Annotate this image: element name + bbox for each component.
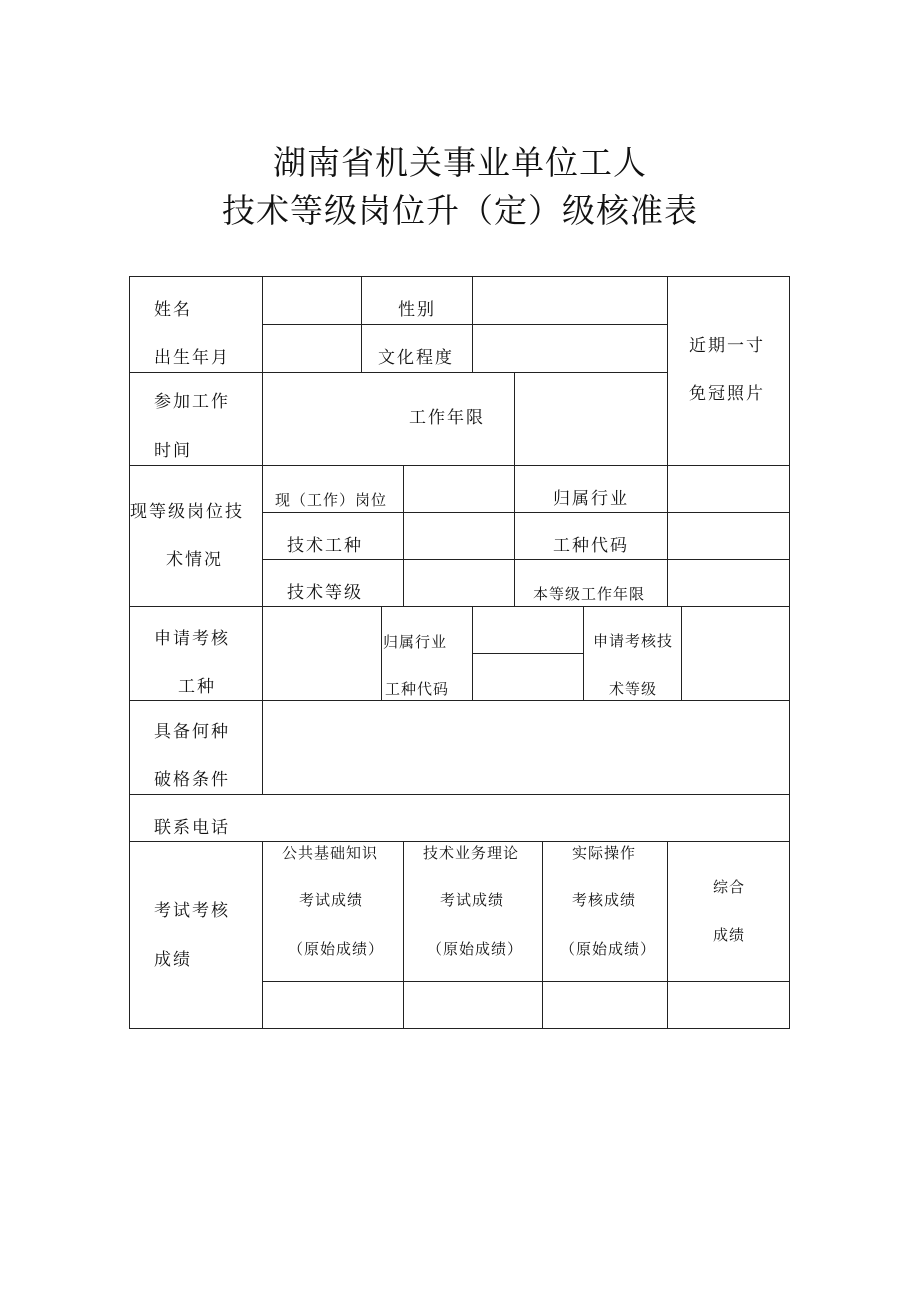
- scores-label-line1: 考试考核: [154, 901, 230, 921]
- type-code-label: 工种代码: [553, 536, 629, 556]
- table-border-top: [129, 276, 790, 277]
- table-border-left: [129, 276, 130, 1029]
- theory-score-header-line2: 考试成绩: [440, 891, 505, 909]
- phone-label: 联系电话: [154, 818, 230, 838]
- row-line: [262, 981, 790, 982]
- col-line: [403, 465, 404, 606]
- apply-level-label-line1: 申请考核技: [593, 632, 674, 650]
- current-level-label-line2: 术情况: [166, 550, 223, 570]
- apply-code-label: 工种代码: [385, 680, 450, 698]
- level-years-label: 本等级工作年限: [533, 585, 646, 603]
- total-score-header-line2: 成绩: [713, 926, 746, 944]
- col-line: [667, 276, 668, 465]
- row-line: [129, 372, 668, 373]
- theory-score-header-line1: 技术业务理论: [423, 844, 520, 862]
- break-conditions-label-line2: 破格条件: [154, 770, 230, 790]
- current-level-label-line1: 现等级岗位技: [130, 502, 244, 522]
- col-line: [262, 841, 263, 1029]
- col-line: [542, 841, 543, 1029]
- col-line: [472, 606, 473, 700]
- photo-placeholder-line1: 近期一寸: [689, 336, 765, 356]
- col-line: [361, 276, 362, 372]
- apply-type-label-line1: 申请考核: [154, 629, 230, 649]
- form-title-line1: 湖南省机关事业单位工人: [273, 143, 647, 182]
- col-line: [381, 606, 382, 700]
- row-line: [129, 465, 790, 466]
- birth-date-label: 出生年月: [154, 348, 230, 368]
- scores-label-line2: 成绩: [154, 950, 192, 970]
- practice-score-header-line2: 考核成绩: [572, 891, 637, 909]
- practice-score-header-line3: （原始成绩）: [560, 940, 657, 958]
- col-line: [667, 465, 668, 606]
- col-line: [262, 276, 263, 794]
- row-line: [262, 324, 668, 325]
- row-line: [129, 794, 790, 795]
- apply-level-label-line2: 术等级: [609, 680, 658, 698]
- name-label: 姓名: [154, 300, 192, 320]
- work-start-label-line1: 参加工作: [154, 392, 230, 412]
- work-years-label: 工作年限: [409, 408, 485, 428]
- form-title-line2: 技术等级岗位升（定）级核准表: [222, 191, 698, 230]
- row-line: [129, 606, 790, 607]
- industry-label: 归属行业: [553, 489, 629, 509]
- apply-industry-label: 归属行业: [383, 633, 448, 651]
- col-line: [472, 276, 473, 372]
- theory-score-header-line3: （原始成绩）: [427, 940, 524, 958]
- table-border-right: [789, 276, 790, 1029]
- gender-label: 性别: [398, 300, 436, 320]
- row-line: [129, 841, 790, 842]
- col-line: [403, 841, 404, 1029]
- tech-level-label: 技术等级: [287, 583, 363, 603]
- row-line: [262, 512, 790, 513]
- apply-type-label-line2: 工种: [178, 677, 216, 697]
- education-label: 文化程度: [378, 348, 454, 368]
- work-start-label-line2: 时间: [154, 441, 192, 461]
- col-line: [681, 606, 682, 700]
- col-line: [583, 606, 584, 700]
- col-line: [667, 841, 668, 1029]
- row-line: [129, 700, 790, 701]
- current-post-label: 现（工作）岗位: [275, 491, 388, 509]
- public-score-header-line1: 公共基础知识: [282, 844, 379, 862]
- col-line: [514, 372, 515, 465]
- break-conditions-label-line1: 具备何种: [154, 722, 230, 742]
- col-line: [514, 465, 515, 606]
- total-score-header-line1: 综合: [713, 878, 746, 896]
- row-line: [262, 559, 790, 560]
- public-score-header-line2: 考试成绩: [299, 891, 364, 909]
- tech-type-label: 技术工种: [287, 536, 363, 556]
- photo-placeholder-line2: 免冠照片: [689, 384, 765, 404]
- table-border-bottom: [129, 1028, 790, 1029]
- public-score-header-line3: （原始成绩）: [288, 940, 385, 958]
- row-line: [472, 653, 583, 654]
- practice-score-header-line1: 实际操作: [572, 844, 637, 862]
